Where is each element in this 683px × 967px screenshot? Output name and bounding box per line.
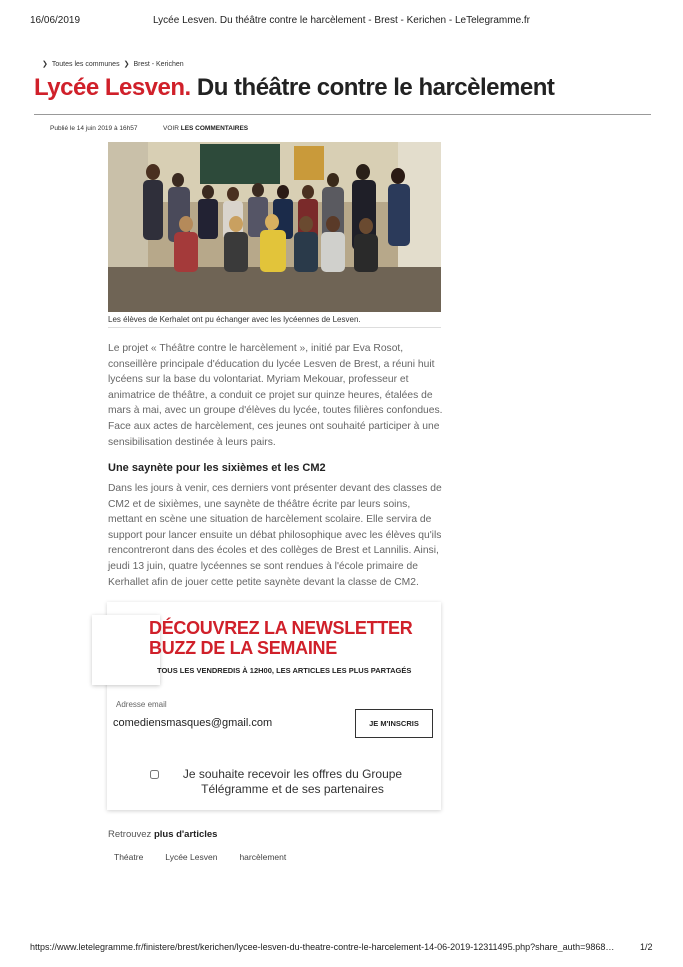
email-label: Adresse email [116,700,167,709]
breadcrumb-item-brest-kerichen[interactable]: Brest - Kerichen [133,60,184,68]
more-articles [108,829,217,840]
comments-prefix: VOIR [163,125,179,132]
optin-checkbox[interactable] [150,770,159,779]
article-paragraph-1: Le projet « Théâtre contre le harcèlement », initié par Eva Rosot, conseillère principale d'éducation du lycée Lesven de Brest, a réuni huit lycéens sur la base du volontariat. Myriam Mekouar, professeur et animatrice de théâtre, a conduit ce projet sur quinze heures, étalées de mars à mai, avec un groupe d'élèves du lycée, toutes filières confondues. Face aux actes de harcèlement, ces jeunes ont souhaité participer à une sensibilisation destinée à leurs pairs. [108,343,443,448]
publish-date: Publié le 14 juin 2019 à 16h57 [50,125,138,132]
breadcrumb-item-communes[interactable]: Toutes les communes [51,60,120,68]
optin-row [150,767,420,797]
tag-lycee-lesven[interactable]: Lycée Lesven [165,852,218,862]
tag-theatre[interactable]: Théatre [114,852,144,862]
article-paragraph-2: Dans les jours à venir, ces derniers vont présenter devant des classes de CM2 et de sixièmes, une saynète de théâtre écrite par leurs soins, mettant en scène une situation de harcèlement scolaire. Elle servira de support pour lancer ensuite un débat philosophique avec les élèves qu'ils rencontreront dans des écoles et des collèges de Brest et Lannilis. Ainsi, jeudi 13 juin, quatre lycéennes se sont rendues à l'école primaire de Kerhallet afin de jouer cette petite saynète devant la classe de CM2. [108,483,442,588]
article-photo [108,142,441,312]
print-url: https://www.letelegramme.fr/finistere/brest/kerichen/lycee-lesven-du-theatre-contre-le-harcelement-14-06-2019-12311495.php?share_auth=9868… [30,942,615,952]
tag-list [114,852,286,862]
comments-label: LES COMMENTAIRES [180,125,249,132]
photo-caption: Les élèves de Kerhalet ont pu échanger avec les lycéennes de Lesven. [108,315,361,324]
newsletter-subtitle: TOUS LES VENDREDIS À 12H00, LES ARTICLES LES PLUS PARTAGÉS [157,666,412,675]
chevron-right-icon: ❯ [123,61,130,68]
newsletter-title: DÉCOUVREZ LA NEWSLETTER BUZZ DE LA SEMAINE [149,618,413,658]
breadcrumb [42,60,184,68]
print-header-title: Lycée Lesven. Du théâtre contre le harcèlement - Brest - Kerichen - LeTelegramme.fr [152,15,531,26]
more-articles-prefix: Retrouvez [108,829,152,840]
article-subhead: Une saynète pour les sixièmes et les CM2 [108,462,326,474]
more-articles-link[interactable]: plus d'articles [153,829,218,840]
page-title [34,74,554,102]
print-page-number: 1/2 [640,942,653,952]
tag-harcelement[interactable]: harcèlement [239,852,287,862]
print-date: 16/06/2019 [30,15,81,26]
headline-divider [34,114,651,115]
headline-brand: Lycée Lesven. [34,74,191,101]
caption-divider [108,327,441,328]
chevron-right-icon: ❯ [42,61,48,68]
optin-label: Je souhaite recevoir les offres du Groupe Télégramme et de ses partenaires [182,767,403,796]
headline-text: Du théâtre contre le harcèlement [196,74,555,101]
subscribe-button[interactable]: JE M'INSCRIS [355,709,433,738]
comments-link[interactable] [163,125,248,132]
email-field[interactable]: comediensmasques@gmail.com [113,717,273,729]
